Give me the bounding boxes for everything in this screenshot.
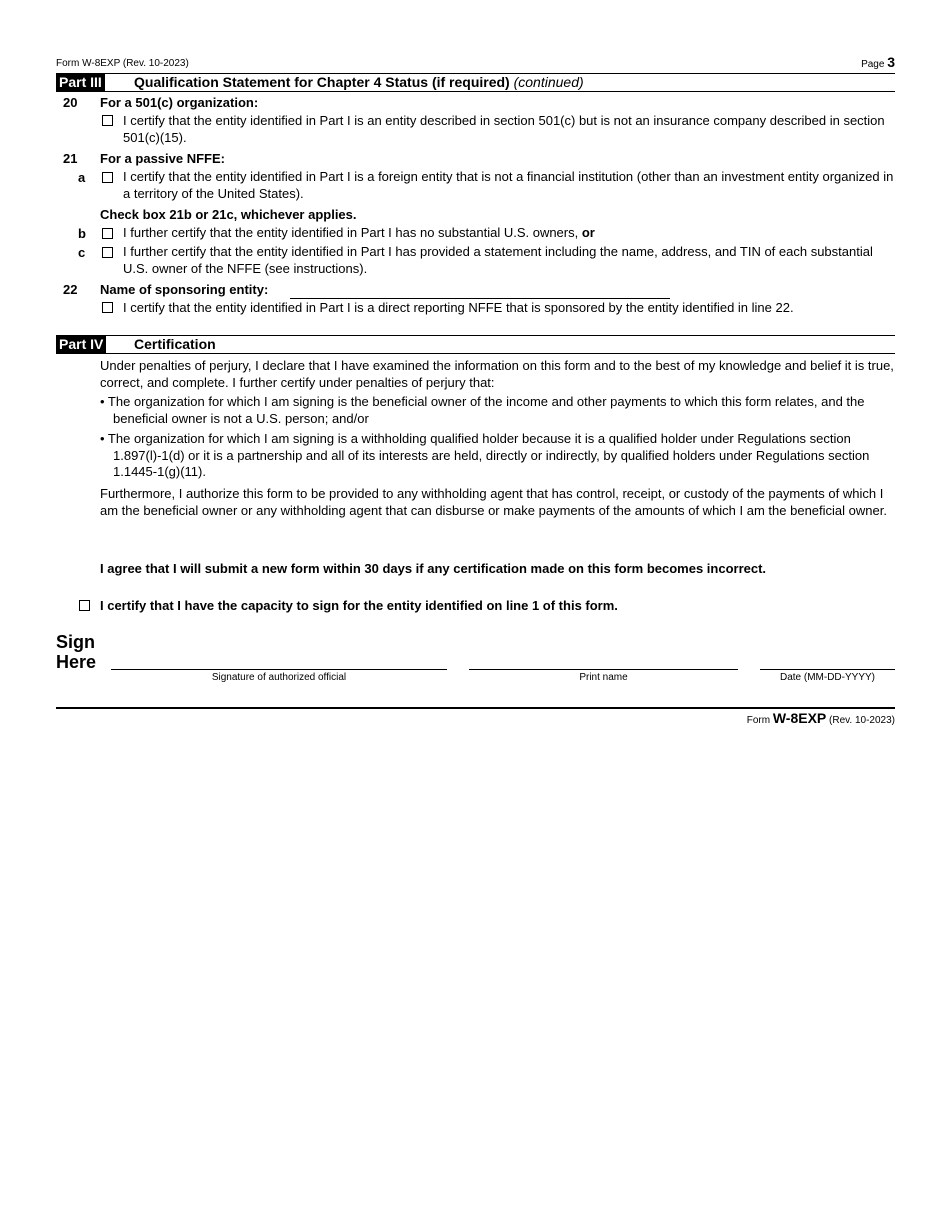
- line21c-letter: c: [78, 245, 86, 260]
- certification-authorization: Furthermore, I authorize this form to be provided to any withholding agent that has control, receipt, or custody of the payments of which I am the beneficial owner or any withholding agent that can disburse or make payments of the amounts of which I am the beneficial owner.: [100, 486, 887, 518]
- certification-agreement: I agree that I will submit a new form within 30 days if any certification made on this form becomes incorrect.: [100, 561, 767, 576]
- footer-rule: [56, 707, 895, 709]
- certification-bullet-beneficial-owner: • The organization for which I am signing is the beneficial owner of the income and other payments to which this form relates, and the beneficial owner is not a U.S. person; and/or: [100, 394, 865, 426]
- capacity-statement: I certify that I have the capacity to sign for the entity identified on line 1 of this form.: [100, 598, 618, 613]
- form-page: [56, 0, 895, 1230]
- line21a-letter: a: [78, 170, 86, 185]
- line20-number: 20: [63, 95, 78, 110]
- line21b-checkbox[interactable]: [102, 228, 113, 239]
- part4-title: Certification: [134, 336, 216, 352]
- line21b-body: I further certify that the entity identified in Part I has no substantial U.S. owners,: [123, 225, 579, 240]
- signature-field[interactable]: [111, 669, 447, 670]
- line22-heading: Name of sponsoring entity:: [100, 282, 269, 297]
- certification-bullet-qualified-holder: • The organization for which I am signing is a withholding qualified holder because it is a qualified holder under Regulations section 1.897(l)-1(d) or it is a partnership and all of its interests are held, directly or indirectly, by qualified holders under Regulations section 1.1445-1(g)(11).: [100, 431, 870, 479]
- line22-number: 22: [63, 282, 78, 297]
- line21b-or: or: [581, 225, 595, 240]
- print-name-field[interactable]: [469, 669, 738, 670]
- footer-revision: (Rev. 10-2023): [829, 715, 895, 726]
- footer-form-id: [747, 710, 895, 726]
- certification-intro: Under penalties of perjury, I declare that I have examined the information on this form and to the best of my knowledge and belief it is true, correct, and complete. I further certify under penalties of perjury that:: [100, 358, 894, 390]
- here-word: Here: [56, 652, 97, 672]
- sign-here-label: [56, 632, 96, 672]
- line21-number: 21: [63, 151, 78, 166]
- print-name-caption: Print name: [579, 672, 628, 683]
- line20-checkbox[interactable]: [102, 115, 113, 126]
- line21-check-instruction: Check box 21b or 21c, whichever applies.: [100, 207, 357, 222]
- part3-title-suffix: (continued): [513, 74, 584, 90]
- sponsoring-entity-field[interactable]: [290, 298, 670, 299]
- part3-title: [134, 73, 584, 91]
- part3-header: [56, 73, 895, 92]
- line20-heading: For a 501(c) organization:: [100, 95, 259, 110]
- line21c-text: I further certify that the entity identified in Part I has provided a statement including the name, address, and TIN of each substantial U.S. owner of the NFFE (see instructions).: [123, 244, 873, 276]
- line21b-text: [123, 225, 895, 242]
- part3-title-text: Qualification Statement for Chapter 4 Status (if required): [134, 74, 510, 90]
- part3-label: Part III: [56, 73, 105, 91]
- signature-caption: Signature of authorized official: [211, 672, 347, 683]
- date-field[interactable]: [760, 669, 895, 670]
- date-caption: Date (MM-DD-YYYY): [779, 672, 875, 683]
- line21a-text: I certify that the entity identified in Part I is a foreign entity that is not a financial institution (other than an investment entity organized in a territory of the United States).: [123, 169, 894, 201]
- page-indicator: [861, 54, 895, 70]
- part4-label: Part IV: [56, 335, 106, 353]
- page-number: 3: [887, 54, 895, 70]
- line22-text: I certify that the entity identified in Part I is a direct reporting NFFE that is sponsored by the entity identified in line 22.: [123, 300, 794, 315]
- footer-form-name: W-8EXP: [772, 710, 827, 726]
- line21-heading: For a passive NFFE:: [100, 151, 225, 166]
- part4-header: [56, 335, 895, 354]
- footer-form-word: Form: [746, 715, 771, 726]
- line21a-checkbox[interactable]: [102, 172, 113, 183]
- page-header: [56, 54, 895, 70]
- page-label: Page: [861, 59, 885, 70]
- line22-checkbox[interactable]: [102, 302, 113, 313]
- capacity-checkbox[interactable]: [79, 600, 90, 611]
- line20-text: I certify that the entity identified in Part I is an entity described in section 501(c) but is not an insurance company described in section 501(c)(15).: [123, 113, 885, 145]
- sign-word: Sign: [56, 632, 95, 652]
- line21c-checkbox[interactable]: [102, 247, 113, 258]
- form-revision: Form W-8EXP (Rev. 10-2023): [56, 58, 189, 69]
- line21b-letter: b: [78, 226, 86, 241]
